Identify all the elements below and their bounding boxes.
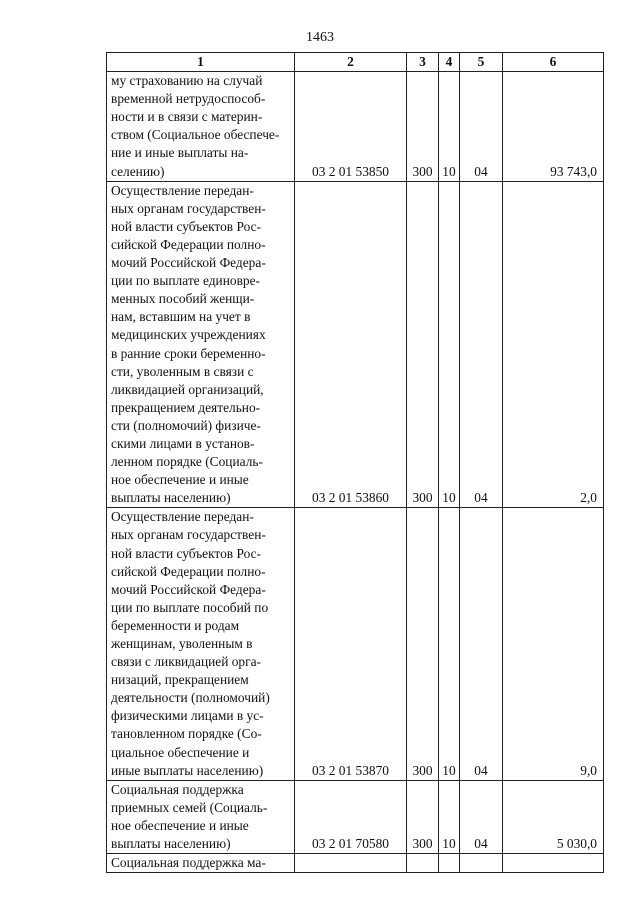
description-line: физическими лицами в ус- [111, 708, 264, 724]
description-line: ленном порядке (Социаль- [111, 454, 263, 470]
description-line: беременности и родам [111, 617, 240, 633]
description-line: сийской Федерации полно- [111, 236, 266, 252]
row-col-5: 04 [460, 72, 503, 182]
row-col-4: 10 [439, 181, 460, 508]
description-line: женщинам, уволенным в [111, 636, 253, 651]
row-col-3: 300 [407, 72, 439, 182]
description-line: му страхованию на случай [111, 73, 263, 89]
row-amount [503, 854, 604, 873]
description-line: в ранние сроки беременно- [111, 345, 266, 361]
description-line: ной власти субъектов Рос- [111, 218, 262, 234]
header-col-6: 6 [503, 53, 604, 72]
description-line: выплаты населению) [111, 490, 231, 506]
row-col-5: 04 [460, 780, 503, 853]
table-body [107, 72, 604, 873]
description-line: ции по выплате пособий по [111, 599, 269, 615]
description-line: ности и в связи с материн- [111, 109, 263, 125]
description-line: ной власти субъектов Рос- [111, 545, 262, 561]
row-description [107, 854, 295, 873]
row-col-4: 10 [439, 72, 460, 182]
description-line: сийской Федерации полно- [111, 563, 266, 579]
description-line: ных органам государствен- [111, 200, 266, 216]
row-col-3: 300 [407, 780, 439, 853]
description-line: деятельности (полномочий) [111, 690, 270, 706]
row-code: 03 2 01 53860 [295, 181, 407, 508]
row-description [107, 181, 295, 508]
header-row [107, 53, 604, 72]
description-line: тановленном порядке (Со- [111, 726, 262, 742]
description-line: низаций, прекращением [111, 672, 249, 688]
row-col-4 [439, 854, 460, 873]
row-code: 03 2 01 53850 [295, 72, 407, 182]
row-col-5 [460, 854, 503, 873]
row-amount: 5 030,0 [503, 780, 604, 853]
row-code [295, 854, 407, 873]
description-line: приемных семей (Социаль- [111, 799, 268, 815]
header-col-3: 3 [407, 53, 439, 72]
row-col-5: 04 [460, 181, 503, 508]
description-line: ние и иные выплаты на- [111, 145, 249, 161]
description-line: селению) [111, 163, 165, 179]
description-line: прекращением деятельно- [111, 399, 261, 415]
description-line: ное обеспечение и иные [111, 472, 249, 488]
table-row [107, 181, 604, 508]
description-line: менных пособий женщи- [111, 291, 255, 307]
row-col-3 [407, 854, 439, 873]
description-line: ством (Социальное обеспече- [111, 127, 280, 143]
page-number: 1463 [306, 30, 334, 45]
row-amount: 9,0 [503, 508, 604, 780]
row-col-3: 300 [407, 181, 439, 508]
description-line: мочий Российской Федера- [111, 255, 266, 271]
row-amount: 2,0 [503, 181, 604, 508]
header-col-4: 4 [439, 53, 460, 72]
description-line: ных органам государствен- [111, 527, 266, 543]
description-line: медицинских учреждениях [111, 327, 266, 343]
table-row [107, 72, 604, 182]
row-col-3: 300 [407, 508, 439, 780]
header-col-2: 2 [295, 53, 407, 72]
description-line: скими лицами в установ- [111, 435, 255, 451]
row-col-4: 10 [439, 780, 460, 853]
row-description [107, 508, 295, 780]
budget-table [106, 52, 604, 873]
description-line: нам, вставшим на учет в [111, 309, 251, 325]
description-line: связи с ликвидацией орга- [111, 654, 262, 670]
description-line: иные выплаты населению) [111, 762, 264, 778]
row-col-5: 04 [460, 508, 503, 780]
row-amount: 93 743,0 [503, 72, 604, 182]
row-code: 03 2 01 53870 [295, 508, 407, 780]
table-row [107, 854, 604, 873]
description-line: временной нетрудоспособ- [111, 91, 266, 107]
description-line: мочий Российской Федера- [111, 581, 266, 597]
row-description [107, 72, 295, 182]
row-col-4: 10 [439, 508, 460, 780]
description-line: Социальная поддержка ма- [111, 855, 266, 871]
description-line: Осуществление передан- [111, 509, 254, 525]
description-line: выплаты населению) [111, 836, 231, 852]
table-row [107, 780, 604, 853]
description-line: Осуществление передан- [111, 182, 254, 198]
header-col-5: 5 [460, 53, 503, 72]
description-line: сти, уволенным в связи с [111, 363, 254, 379]
description-line: ликвидацией организаций, [111, 381, 264, 397]
header-col-1: 1 [107, 53, 295, 72]
row-code: 03 2 01 70580 [295, 780, 407, 853]
description-line: Социальная поддержка [111, 781, 244, 797]
table-row [107, 508, 604, 780]
description-line: ное обеспечение и иные [111, 817, 249, 833]
row-description [107, 780, 295, 853]
description-line: ции по выплате единовре- [111, 273, 260, 289]
description-line: сти (полномочий) физиче- [111, 417, 261, 433]
description-line: циальное обеспечение и [111, 744, 250, 760]
